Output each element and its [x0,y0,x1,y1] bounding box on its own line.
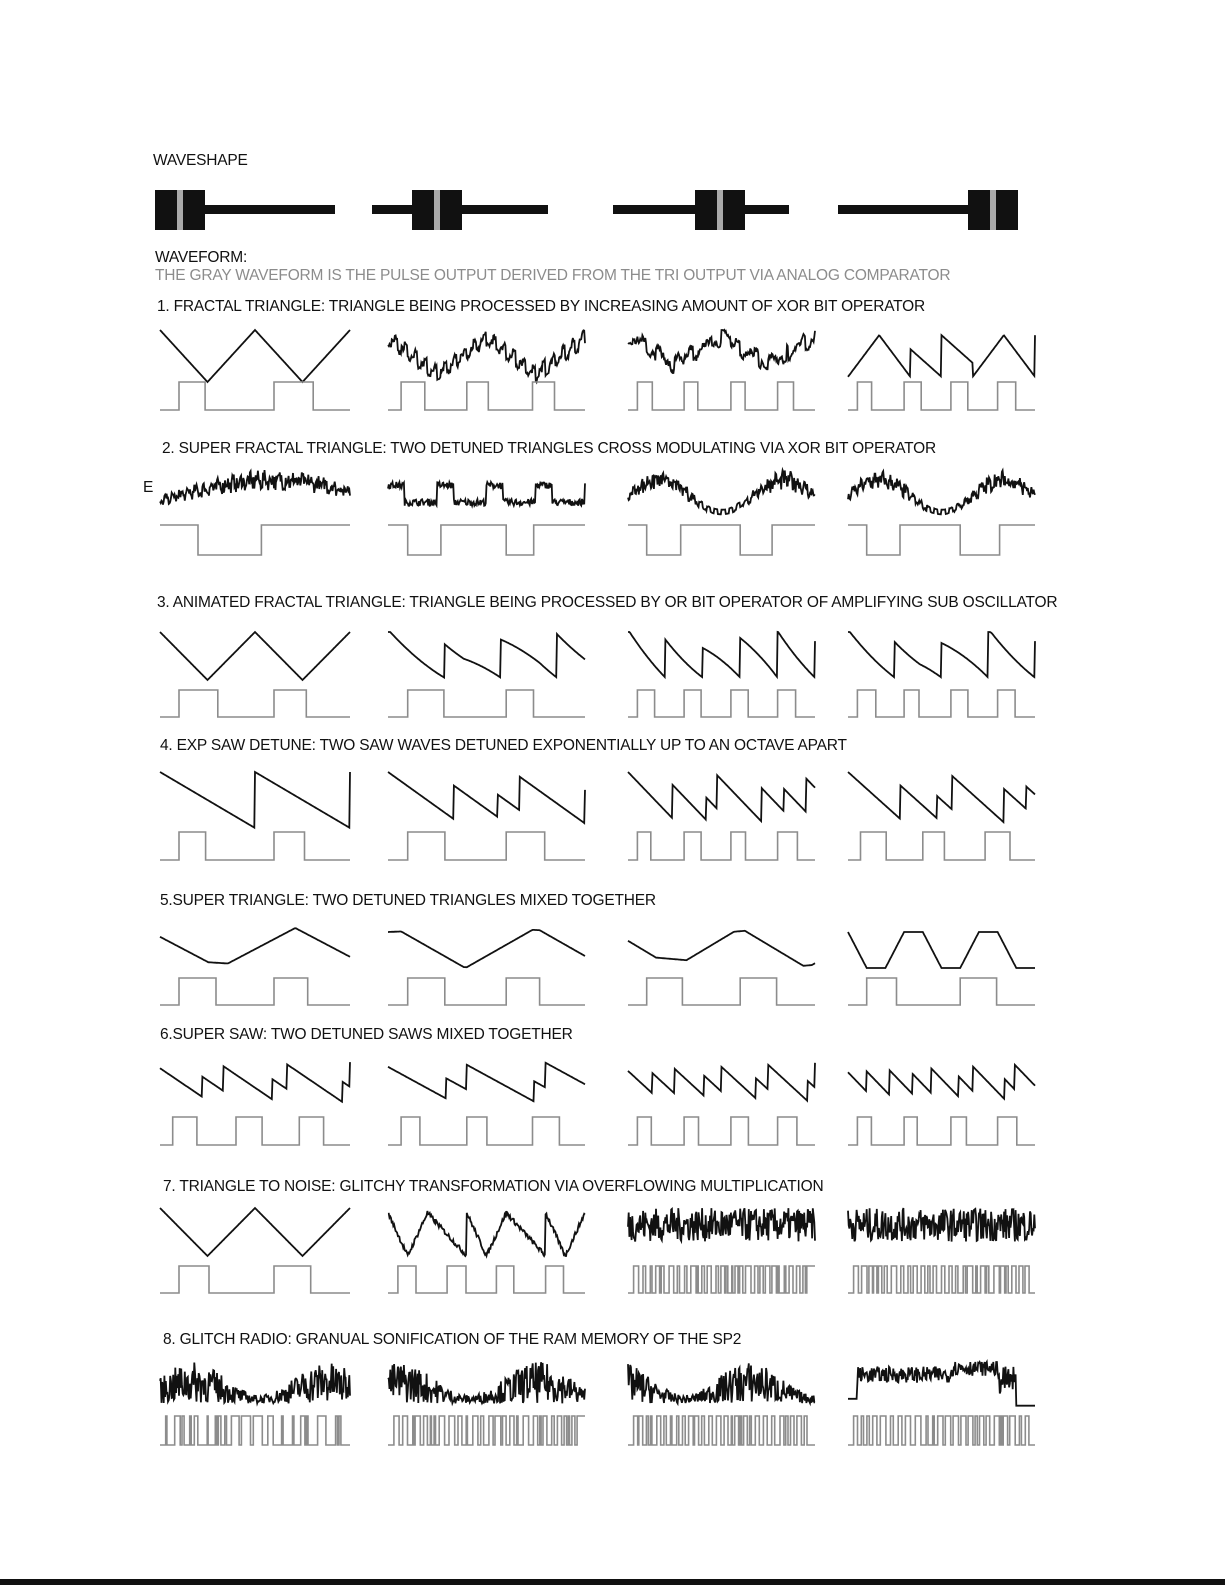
row-1-waveform-2 [388,330,585,382]
row-7-waveform-1 [160,1208,350,1256]
row-5-waveform-3 [628,931,815,966]
row-8-pulse-2 [388,1416,585,1445]
row-8-pulse-4 [848,1416,1035,1445]
row-3-pulse-4 [848,690,1035,717]
row-3-waveform-3 [628,632,815,677]
row-7-pulse-2 [388,1266,585,1293]
row-3-pulse-3 [628,690,815,717]
row-1-title: 1. FRACTAL TRIANGLE: TRIANGLE BEING PROCESSED BY INCREASING AMOUNT OF XOR BIT OPERATOR [157,298,926,315]
row-2-pulse-3 [628,525,815,555]
row-8-waveform-1 [160,1363,350,1404]
row-5-waveform-2 [388,930,585,967]
row-1-pulse-1 [160,382,350,410]
row-6-waveform-2 [388,1063,585,1101]
row-3-pulse-2 [388,690,585,717]
row-1-waveform-1 [160,330,350,382]
row-6-pulse-4 [848,1117,1035,1145]
row-2-pulse-1 [160,525,350,555]
row-7-waveform-3 [628,1208,815,1241]
row-6-title: 6.SUPER SAW: TWO DETUNED SAWS MIXED TOGETHER [160,1026,573,1043]
row-5-pulse-3 [628,978,815,1005]
row-4-waveform-2 [388,772,585,823]
row-2-pulse-4 [848,525,1035,555]
row-7-pulse-3 [628,1266,815,1293]
row-8-title: 8. GLITCH RADIO: GRANUAL SONIFICATION OF THE RAM MEMORY OF THE SP2 [163,1331,742,1348]
row-4-pulse-2 [388,832,585,860]
row-2-waveform-1 [160,470,350,505]
row-1-pulse-3 [628,382,815,410]
row-5-pulse-4 [848,978,1035,1005]
row-4-title: 4. EXP SAW DETUNE: TWO SAW WAVES DETUNED EXPONENTIALLY UP TO AN OCTAVE APART [160,737,847,754]
row-6-waveform-1 [160,1062,350,1102]
row-3-pulse-1 [160,690,350,717]
row-2-waveform-4 [848,471,1035,515]
row-8-waveform-3 [628,1363,815,1403]
row-6-waveform-4 [848,1065,1035,1099]
row-4-pulse-1 [160,832,350,860]
row-5-title: 5.SUPER TRIANGLE: TWO DETUNED TRIANGLES MIXED TOGETHER [160,892,656,909]
row-6-waveform-3 [628,1063,815,1101]
row-7-pulse-4 [848,1266,1035,1293]
bottom-rule [0,1579,1225,1585]
row-6-pulse-1 [160,1117,350,1145]
row-2-waveform-3 [628,470,815,514]
row-6-pulse-2 [388,1117,585,1145]
waveform-label: WAVEFORM: [155,249,248,266]
row-8-waveform-4 [848,1362,1035,1406]
row-3-waveform-2 [388,632,585,678]
row-3-title: 3. ANIMATED FRACTAL TRIANGLE: TRIANGLE BEING PROCESSED BY OR BIT OPERATOR OF AMPLIFYING SUB OSCILLATOR [157,594,1058,611]
row-5-waveform-4 [848,932,1035,968]
row-3-waveform-1 [160,632,350,680]
row-2-title: 2. SUPER FRACTAL TRIANGLE: TWO DETUNED TRIANGLES CROSS MODULATING VIA XOR BIT OPERATOR [162,440,937,457]
row-7-title: 7. TRIANGLE TO NOISE: GLITCHY TRANSFORMATION VIA OVERFLOWING MULTIPLICATION [163,1178,824,1195]
row-8-pulse-3 [628,1416,815,1445]
row-4-waveform-4 [848,772,1035,822]
row-5-pulse-2 [388,978,585,1005]
row-5-waveform-1 [160,928,350,963]
row-8-waveform-2 [388,1362,585,1403]
row-4-pulse-3 [628,832,815,860]
row-3-waveform-4 [848,632,1035,677]
row-5-pulse-1 [160,978,350,1005]
row-1-waveform-3 [628,330,815,374]
row-2-waveform-2 [388,482,585,506]
waveform-note: THE GRAY WAVEFORM IS THE PULSE OUTPUT DERIVED FROM THE TRI OUTPUT VIA ANALOG COMPARATOR [155,267,951,284]
row-8-pulse-1 [160,1416,350,1445]
waveshape-label: WAVESHAPE [153,152,248,169]
row-4-waveform-3 [628,772,815,821]
row-2-pulse-2 [388,525,585,555]
row-4-waveform-1 [160,772,350,828]
row-7-waveform-2 [388,1211,585,1256]
row-7-waveform-4 [848,1208,1035,1242]
row-7-pulse-1 [160,1266,350,1293]
row-1-waveform-4 [848,335,1035,377]
row-1-pulse-2 [388,382,585,410]
row-6-pulse-3 [628,1117,815,1145]
row-4-pulse-4 [848,832,1035,860]
stray-letter: E [143,479,154,496]
row-1-pulse-4 [848,382,1035,410]
